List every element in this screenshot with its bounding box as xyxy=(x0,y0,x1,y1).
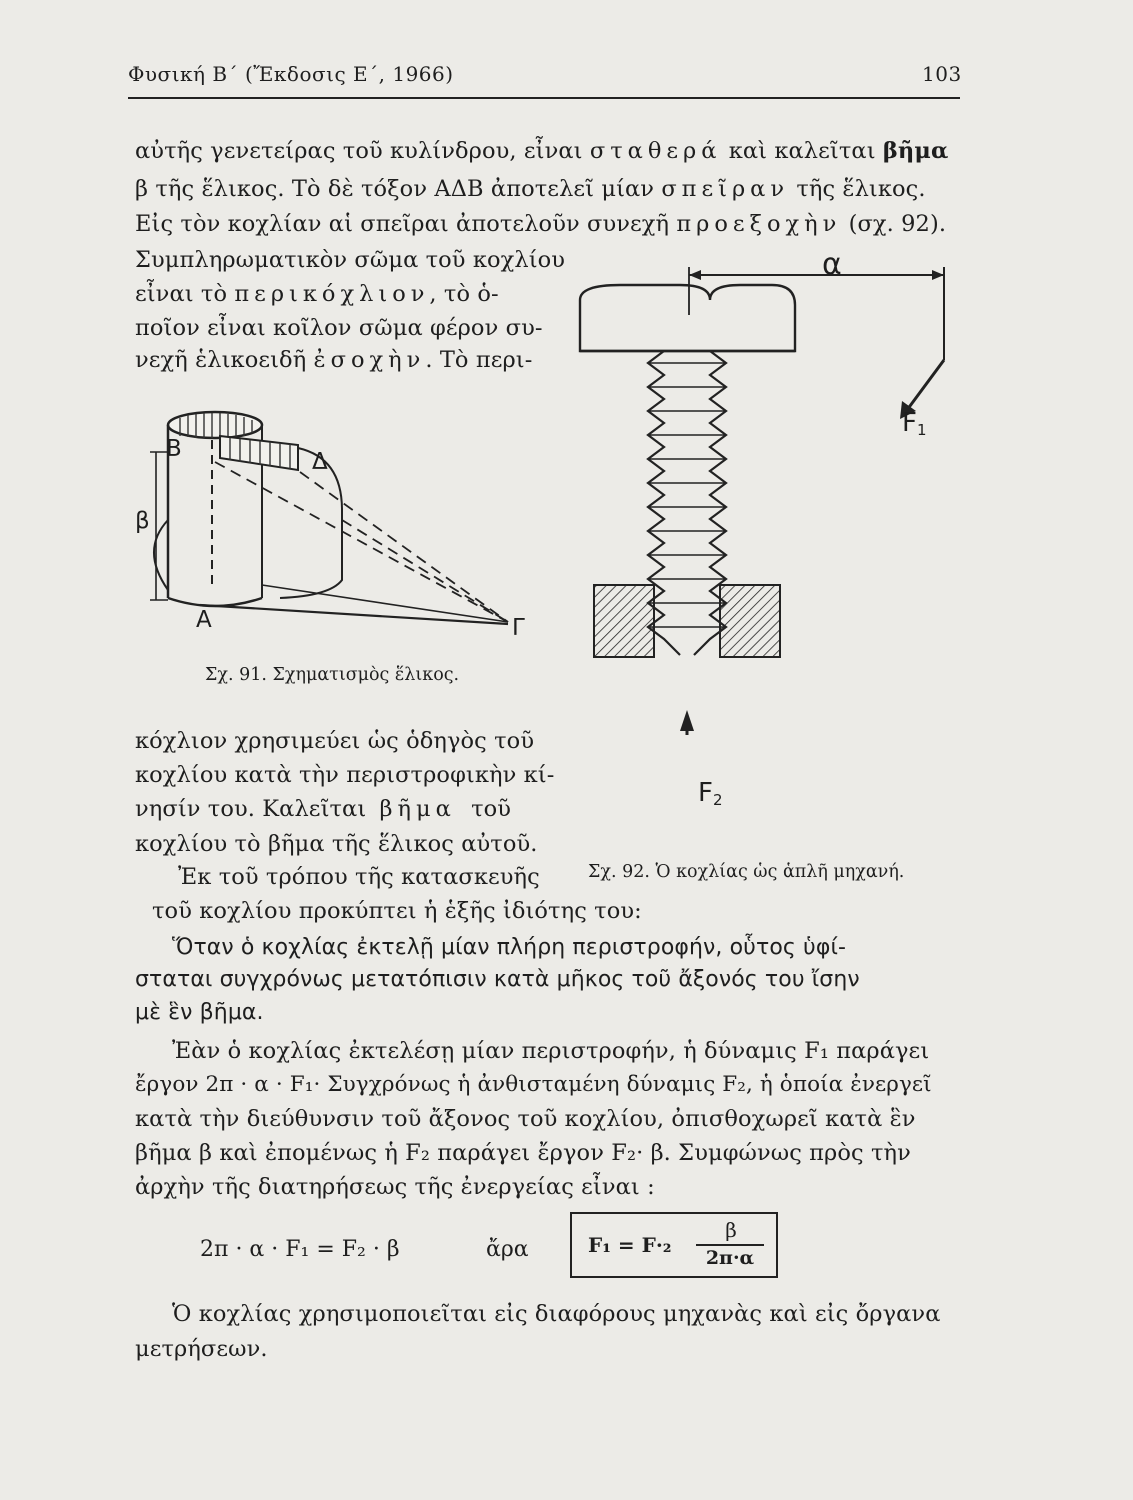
dim-a-arrowhead-left xyxy=(689,270,701,280)
text-narrow-1: κόχλιον χρησιμεύει ὡς ὁδηγὸς τοῦ xyxy=(135,728,535,754)
fig91-label-B: Β xyxy=(166,436,182,462)
spaced-word: περικόχλιον xyxy=(234,281,430,307)
text-span: Συμπληρωματικὸν σῶμα τοῦ κοχλίου xyxy=(135,247,566,273)
text-bottom-9: ἀρχὴν τῆς διατηρήσεως τῆς ἐνεργείας εἶναι : xyxy=(135,1174,655,1200)
text-bottom-6: ἔργον 2π · α · F₁· Συγχρόνως ἡ ἀνθισταμένη δύναμις F₂, ἡ ὁποία ἐνεργεῖ xyxy=(135,1072,932,1097)
text-bottom-7: κατὰ τὴν διεύθυνσιν τοῦ ἄξονος τοῦ κοχλίου, ὀπισθοχωρεῖ κατὰ ἓν xyxy=(135,1106,916,1132)
force-subscript: 1 xyxy=(916,421,927,439)
fraction-bar xyxy=(696,1244,764,1246)
dim-a-arrowhead-right xyxy=(932,270,944,280)
text-bottom-3: σταται συγχρόνως μετατόπισιν κατὰ μῆκος τοῦ ἄξονός του ἴσην xyxy=(135,967,860,992)
text-span: . Τὸ περι- xyxy=(425,347,533,373)
text-narrow-2: κοχλίου κατὰ τὴν περιστροφικὴν κί- xyxy=(135,762,555,788)
text-span: νησίν του. Καλεῖται xyxy=(135,796,367,822)
text-span: καὶ καλεῖται xyxy=(721,138,883,164)
text-line-7 xyxy=(135,346,532,374)
text-span: Εἰς τὸν κοχλίαν αἱ σπεῖραι ἀποτελοῦν συνεχῆ xyxy=(135,211,677,237)
text-span: (σχ. 92). xyxy=(841,211,947,237)
fig92-label-a: α xyxy=(822,247,842,282)
spaced-word: σταθερά xyxy=(589,138,722,164)
bolt-head xyxy=(580,285,795,351)
text-end-2: μετρήσεων. xyxy=(135,1336,268,1362)
force-F2-arrowhead xyxy=(680,710,694,731)
force-subscript: 2 xyxy=(712,791,723,809)
boxed-lhs: F₁ = F·₂ xyxy=(588,1233,672,1257)
text-line-3 xyxy=(135,210,946,238)
spaced-word: προεξοχὴν xyxy=(676,211,842,237)
dashed-diagonal-2 xyxy=(300,472,508,622)
header-rule xyxy=(128,97,960,99)
text-span: ποῖον εἶναι κοῖλον σῶμα φέρον συ- xyxy=(135,315,543,341)
text-bottom-5: Ἐὰν ὁ κοχλίας ἐκτελέσῃ μίαν περιστροφήν, ἡ δύναμις F₁ παράγει xyxy=(172,1038,930,1064)
text-span: αὐτῆς γενετείρας τοῦ κυλίνδρου, εἶναι xyxy=(135,138,590,164)
text-span: τῆς ἕλικος. xyxy=(789,176,926,202)
text-span: β τῆς ἕλικος. Τὸ δὲ τόξον ΑΔΒ ἀποτελεῖ μίαν xyxy=(135,176,662,202)
nut-right-block xyxy=(720,585,780,657)
helix-right-curve xyxy=(280,448,342,598)
text-span: νεχῆ ἑλικοειδῆ xyxy=(135,347,314,373)
spaced-word: ἐσοχὴν xyxy=(313,347,426,373)
text-end-1: Ὁ κοχλίας χρησιμοποιεῖται εἰς διαφόρους μηχανὰς καὶ εἰς ὄργανα xyxy=(172,1301,941,1327)
text-line-1 xyxy=(135,137,948,165)
dashed-diagonal-3 xyxy=(342,520,508,622)
cylinder-bottom xyxy=(168,598,262,606)
text-bottom-1: τοῦ κοχλίου προκύπτει ἡ ἑξῆς ἰδιότης του: xyxy=(152,898,642,924)
force-symbol: F xyxy=(902,408,917,438)
text-bottom-2: Ὅταν ὁ κοχλίας ἐκτελῇ μίαν πλήρη περιστροφήν, οὗτος ὑφί- xyxy=(172,935,847,960)
nut-left-block xyxy=(594,585,654,657)
boxed-denominator: 2π·α xyxy=(705,1247,755,1269)
text-narrow-5: Ἐκ τοῦ τρόπου τῆς κατασκευῆς xyxy=(178,864,540,890)
text-span: , τὸ ὁ- xyxy=(429,281,499,307)
text-line-5 xyxy=(135,280,499,308)
bold-term: βῆμα xyxy=(882,138,949,164)
figure-92-screw xyxy=(560,255,980,735)
boxed-formula xyxy=(570,1212,778,1278)
boxed-numerator: β xyxy=(725,1218,737,1242)
text-span: εἶναι τὸ xyxy=(135,281,235,307)
text-bottom-4: μὲ ἓν βῆμα. xyxy=(135,1000,264,1025)
fig91-label-A: Α xyxy=(196,607,212,633)
fig91-label-G: Γ xyxy=(512,615,525,641)
text-line-4 xyxy=(135,246,565,274)
fig92-caption: Σχ. 92. Ὁ κοχλίας ὡς ἁπλῆ μηχανή. xyxy=(588,862,905,882)
fig91-label-D: Δ xyxy=(312,449,328,475)
fig91-label-beta: β xyxy=(135,508,150,534)
text-span: τοῦ xyxy=(471,796,512,822)
spaced-word: σπεῖραν xyxy=(661,176,790,202)
equation-ara: ἄρα xyxy=(486,1237,529,1262)
fig92-label-F2 xyxy=(698,778,723,809)
text-line-6 xyxy=(135,314,543,342)
text-line-2 xyxy=(135,175,926,203)
page-number: 103 xyxy=(922,62,962,86)
text-narrow-4: κοχλίου τὸ βῆμα τῆς ἕλικος αὐτοῦ. xyxy=(135,831,538,857)
helix-ribbon xyxy=(220,436,298,470)
text-bottom-8: βῆμα β καὶ ἐπομένως ἡ F₂ παράγει ἔργον F₂· β. Συμφώνως πρὸς τὴν xyxy=(135,1140,911,1166)
equation-left: 2π · α · F₁ = F₂ · β xyxy=(200,1237,400,1262)
force-F1-shaft xyxy=(907,360,944,410)
fig92-label-F1 xyxy=(902,408,927,439)
force-symbol: F xyxy=(698,778,713,808)
fig91-caption: Σχ. 91. Σχηματισμὸς ἕλικος. xyxy=(205,665,460,685)
running-header-title: Φυσική Β΄ (Ἔκδοσις Ε΄, 1966) xyxy=(128,62,454,86)
spaced-word: βῆμα xyxy=(379,796,456,822)
cylinder-top xyxy=(168,412,262,438)
text-narrow-3 xyxy=(135,795,511,823)
